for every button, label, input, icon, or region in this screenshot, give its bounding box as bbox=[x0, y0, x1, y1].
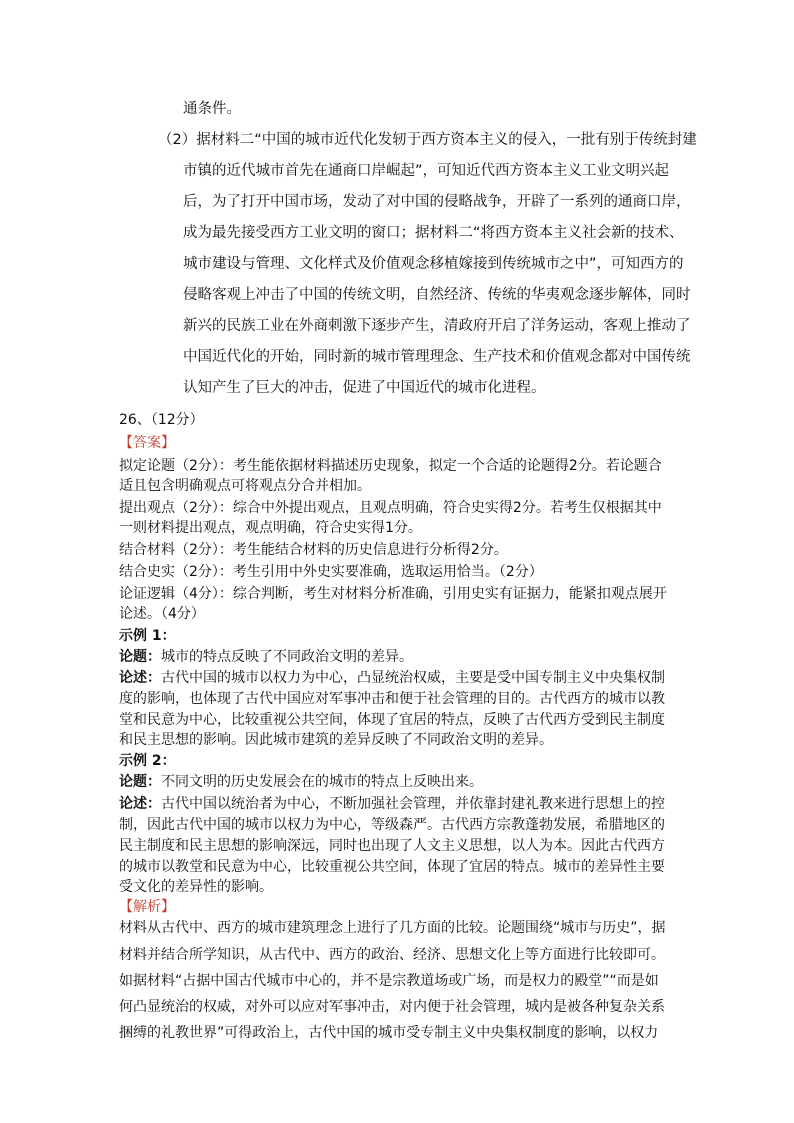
example-1-argument-line: 堂和民意为中心，比较重视公共空间，体现了宜居的特点，反映了古代西方受到民主制度 bbox=[119, 712, 665, 728]
example-1-label: 示例 1： bbox=[119, 628, 176, 644]
analysis-tag: 【解析】 bbox=[119, 899, 175, 915]
analysis-line: 如据材料“占据中国古代城市中心的，并不是宗教道场或广场，而是权力的殿堂”“而是如 bbox=[119, 973, 659, 989]
analysis-line: 何凸显统治的权威，对外可以应对军事冲击，对内便于社会管理，城内是被各种复杂关系 bbox=[119, 999, 665, 1015]
answer-line: 认知产生了巨大的冲击，促进了中国近代的城市化进程。 bbox=[183, 380, 546, 396]
argument-label: 论述： bbox=[119, 670, 161, 686]
example-2-topic bbox=[119, 772, 483, 792]
answer-line: 成为最先接受西方工业文明的窗口；据材料二“将西方资本主义社会新的技术、 bbox=[183, 225, 684, 241]
example-1-argument-line: 度的影响，也体现了古代中国应对军事冲击和便于社会管理的目的。古代西方的城市以教 bbox=[119, 691, 665, 707]
example-2-argument-line: 的城市以教堂和民意为中心，比较重视公共空间，体现了宜居的特点。城市的差异性主要 bbox=[119, 859, 665, 875]
answer-line: 侵略客观上冲击了中国的传统文明，自然经济、传统的华夷观念逐步解体，同时 bbox=[183, 287, 691, 303]
topic-label: 论题： bbox=[119, 774, 161, 790]
rubric-line: 结合材料（2分）：考生能结合材料的历史信息进行分析得2分。 bbox=[119, 542, 508, 558]
answer-tag: 【答案】 bbox=[119, 435, 175, 451]
question-header: 26、（12分） bbox=[119, 412, 204, 428]
rubric-line: 拟定论题（2分）：考生能依据材料描述历史现象，拟定一个合适的论题得2分。若论题合 bbox=[119, 458, 662, 474]
example-2-argument-line: 受文化的差异性的影响。 bbox=[119, 879, 273, 895]
rubric-line: 论证逻辑（4分）：综合判断，考生对材料分析准确，引用史实有证据力，能紧扣观点展开 bbox=[119, 586, 667, 602]
argument-label: 论述： bbox=[119, 796, 161, 812]
example-2-argument-line bbox=[119, 794, 665, 814]
rubric-line: 结合史实（2分）：考生引用中外史实要准确，选取运用恰当。（2分） bbox=[119, 564, 543, 580]
analysis-line: 材料并结合所学知识，从古代中、西方的政治、经济、思想文化上等方面进行比较即可。 bbox=[119, 947, 665, 963]
argument-text: 古代中国以统治者为中心，不断加强社会管理，并依靠封建礼教来进行思想上的控 bbox=[161, 796, 665, 812]
example-1-topic bbox=[119, 647, 413, 667]
rubric-line: 提出观点（2分）：综合中外提出观点，且观点明确，符合史实得2分。若考生仅根据其中 bbox=[119, 500, 662, 516]
answer-line: 中国近代化的开始，同时新的城市管理理念、生产技术和价值观念都对中国传统 bbox=[183, 349, 691, 365]
answer-line: 通条件。 bbox=[183, 101, 241, 117]
rubric-line: 一则材料提出观点，观点明确，符合史实得1分。 bbox=[119, 520, 422, 536]
topic-label: 论题： bbox=[119, 649, 161, 665]
rubric-line: 适且包含明确观点可将观点分合并相加。 bbox=[119, 478, 371, 494]
answer-line-q2: （2）据材料二“中国的城市近代化发轫于西方资本主义的侵入，一批有别于传统封建 bbox=[158, 132, 697, 148]
analysis-line: 捆缚的礼教世界”可得政治上，古代中国的城市受专制主义中央集权制度的影响，以权力 bbox=[119, 1025, 659, 1041]
example-2-argument-line: 民主制度和民主思想的影响深远，同时也出现了人文主义思想，以人为本。因此古代西方 bbox=[119, 838, 665, 854]
argument-text: 古代中国的城市以权力为中心，凸显统治权威，主要是受中国专制主义中央集权制 bbox=[161, 670, 665, 686]
topic-text: 不同文明的历史发展会在的城市的特点上反映出来。 bbox=[161, 774, 483, 790]
rubric-line: 论述。（4分） bbox=[119, 606, 205, 622]
example-2-argument-line: 制，因此古代中国的城市以权力为中心，等级森严。古代西方宗教蓬勃发展，希腊地区的 bbox=[119, 817, 665, 833]
topic-text: 城市的特点反映了不同政治文明的差异。 bbox=[161, 649, 413, 665]
answer-line: 市镇的近代城市首先在通商口岸崛起”，可知近代西方资本主义工业文明兴起 bbox=[183, 163, 670, 179]
analysis-line: 材料从古代中、西方的城市建筑理念上进行了几方面的比较。论题围绕“城市与历史”，据 bbox=[119, 920, 666, 936]
example-1-argument-line bbox=[119, 668, 665, 688]
example-1-argument-line: 和民主思想的影响。因此城市建筑的差异反映了不同政治文明的差异。 bbox=[119, 732, 553, 748]
example-2-label: 示例 2： bbox=[119, 753, 176, 769]
answer-line: 城市建设与管理、文化样式及价值观念移植嫁接到传统城市之中”，可知西方的 bbox=[183, 256, 684, 272]
answer-line: 后，为了打开中国市场，发动了对中国的侵略战争，开辟了一系列的通商口岸， bbox=[183, 194, 691, 210]
answer-line: 新兴的民族工业在外商刺激下逐步产生，清政府开启了洋务运动，客观上推动了 bbox=[183, 318, 691, 334]
